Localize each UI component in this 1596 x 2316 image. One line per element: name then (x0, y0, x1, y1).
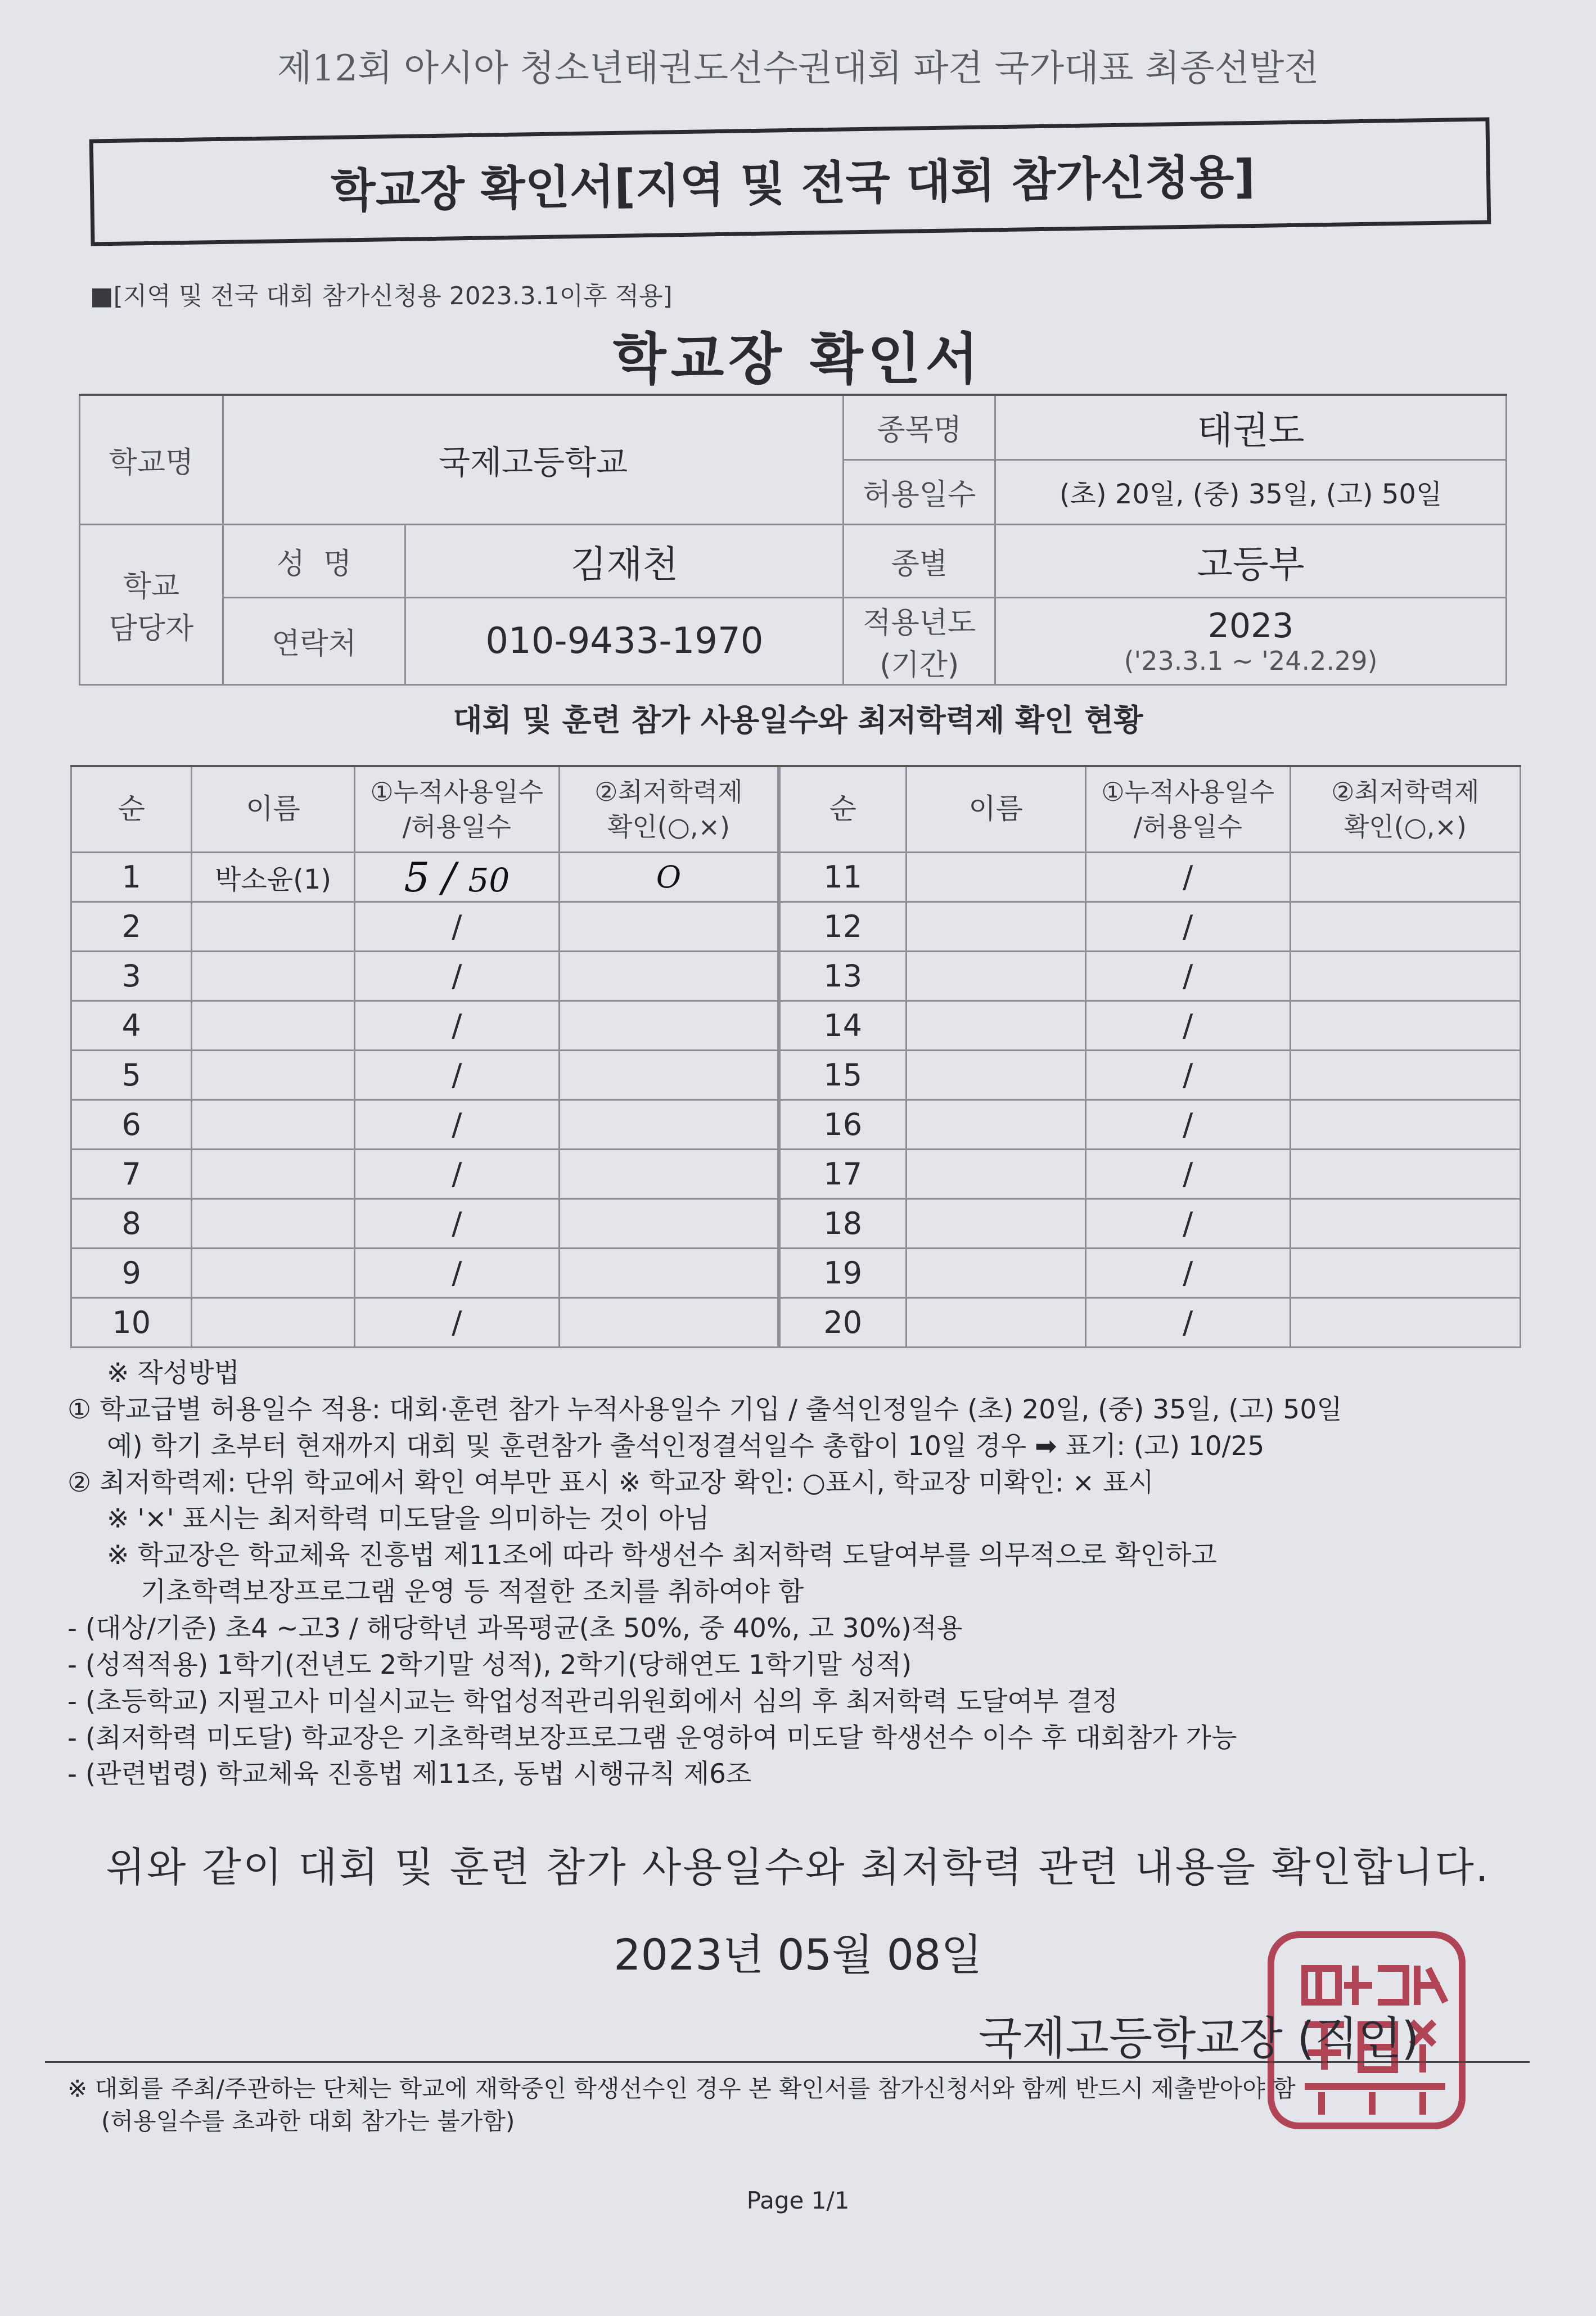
table-row (780, 902, 1521, 952)
banner-title: 학교장 확인서[지역 및 전국 대회 참가신청용] (330, 150, 1256, 218)
header-no: 순 (780, 766, 907, 853)
row-no: 19 (780, 1249, 907, 1298)
row-no: 11 (780, 853, 907, 902)
row-name (192, 902, 354, 952)
instruction-line: ① 학교급별 허용일수 적용: 대회·훈련 참가 누적사용일수 기입 / 출석인정일수 (초) 20일, (중) 35일, (고) 50일 (67, 1394, 1342, 1425)
row-no: 17 (780, 1150, 907, 1199)
row-name (192, 1001, 354, 1051)
row-no: 1 (71, 853, 192, 902)
row-no: 10 (71, 1298, 192, 1348)
row-no: 13 (780, 952, 907, 1001)
row-name: 박소윤(1) (192, 853, 354, 902)
table-row (71, 952, 778, 1001)
table-row (71, 853, 778, 902)
instruction-line: - (관련법령) 학교체육 진흥법 제11조, 동법 시행규칙 제6조 (67, 1759, 752, 1790)
header-no: 순 (71, 766, 192, 853)
header-academic (1290, 766, 1520, 853)
school-label: 학교명 (80, 395, 223, 524)
row-no: 7 (71, 1150, 192, 1199)
divider (45, 2061, 1530, 2063)
table-row (71, 902, 778, 952)
used-days: 5 (404, 853, 430, 901)
header-name: 이름 (906, 766, 1085, 853)
row-days (354, 853, 559, 902)
row-check (559, 1150, 778, 1199)
row-days: / (354, 1051, 559, 1100)
row-name (906, 1249, 1085, 1298)
row-days: / (354, 952, 559, 1001)
table-row (780, 952, 1521, 1001)
header-academic-line1: ②최저학력제 (1331, 776, 1480, 807)
row-no: 9 (71, 1249, 192, 1298)
table-row (780, 1100, 1521, 1150)
header-academic (559, 766, 778, 853)
header-academic-line2: 확인(○,×) (1343, 812, 1467, 842)
year-label-line1: 적용년도 (863, 606, 976, 640)
row-name (906, 853, 1085, 902)
table-row (71, 1001, 778, 1051)
row-name (906, 902, 1085, 952)
row-days: / (354, 1100, 559, 1150)
row-name (906, 1199, 1085, 1249)
name-label: 성 명 (223, 524, 405, 597)
row-days: / (1085, 1199, 1290, 1249)
row-no: 3 (71, 952, 192, 1001)
table-row (71, 1249, 778, 1298)
instruction-line: - (최저학력 미도달) 학교장은 기초학력보장프로그램 운영하여 미도달 학생선수 이수 후 대회참가 가능 (67, 1722, 1237, 1754)
table-row (71, 1199, 778, 1249)
page-number: Page 1/1 (746, 2187, 850, 2214)
table-row (71, 1051, 778, 1100)
confirmation-statement: 위와 같이 대회 및 훈련 참가 사용일수와 최저학력 관련 내용을 확인합니다. (106, 1844, 1490, 1891)
year-label-line2: (기간) (880, 648, 959, 682)
row-check (1290, 952, 1520, 1001)
row-days: / (354, 1249, 559, 1298)
row-check (559, 952, 778, 1001)
row-check (559, 902, 778, 952)
table-row (780, 1298, 1521, 1348)
header-days-line2: /허용일수 (1133, 812, 1242, 842)
table-row (71, 1150, 778, 1199)
principal-signature: 국제고등학교장 (직인) (979, 2012, 1419, 2065)
row-no: 4 (71, 1001, 192, 1051)
allowed-days-value: (초) 20일, (중) 35일, (고) 50일 (995, 459, 1507, 524)
row-check (559, 1298, 778, 1348)
row-days: / (1085, 1298, 1290, 1348)
header-days-line2: /허용일수 (402, 812, 511, 842)
row-check (1290, 1100, 1520, 1150)
instruction-line: ※ '×' 표시는 최저학력 미도달을 의미하는 것이 아님 (107, 1503, 710, 1535)
writing-instructions (67, 1355, 1530, 1793)
sport-value: 태권도 (995, 395, 1507, 459)
row-name (192, 1100, 354, 1150)
row-days: / (1085, 1001, 1290, 1051)
table-row (71, 1100, 778, 1150)
school-info-table (79, 394, 1507, 686)
status-table-left (70, 765, 779, 1348)
row-check (559, 1001, 778, 1051)
row-days: / (1085, 1150, 1290, 1199)
manager-label-line2: 담당자 (109, 611, 194, 646)
row-check: O (559, 853, 778, 902)
row-check (1290, 1249, 1520, 1298)
issue-date: 2023년 05월 08일 (614, 1930, 982, 1980)
slash: / (442, 853, 456, 901)
instruction-line: - (대상/기준) 초4 ~고3 / 해당학년 과목평균(초 50%, 중 40%, 고 30%)적용 (67, 1613, 963, 1644)
row-check (1290, 1001, 1520, 1051)
row-check (1290, 1051, 1520, 1100)
row-name (906, 1298, 1085, 1348)
instruction-line: ※ 학교장은 학교체육 진흥법 제11조에 따라 학생선수 최저학력 도달여부를 의무적으로 확인하고 (107, 1540, 1217, 1571)
instruction-line: 기초학력보장프로그램 운영 등 적절한 조치를 취하여야 함 (141, 1576, 804, 1608)
contact-value: 010-9433-1970 (405, 597, 844, 684)
table-row (780, 1051, 1521, 1100)
row-check (559, 1199, 778, 1249)
instructions-heading: ※ 작성방법 (107, 1358, 240, 1389)
allowed-days: 50 (468, 860, 510, 899)
row-days: / (1085, 902, 1290, 952)
document-title: 학교장 확인서 (612, 327, 984, 391)
row-check (559, 1100, 778, 1150)
period-value: ('23.3.1 ~ '24.2.29) (1124, 645, 1378, 676)
applicability-notice: ■[지역 및 전국 대회 참가신청용 2023.3.1이후 적용] (90, 282, 673, 310)
row-name (192, 1249, 354, 1298)
table-row (780, 1001, 1521, 1051)
row-name (906, 1001, 1085, 1051)
header-days (1085, 766, 1290, 853)
year-cell (995, 597, 1507, 684)
row-no: 8 (71, 1199, 192, 1249)
row-name (192, 1051, 354, 1100)
year-value: 2023 (1207, 606, 1294, 646)
row-days: / (1085, 1100, 1290, 1150)
manager-label-line1: 학교 (123, 569, 180, 603)
instruction-line: - (성적적용) 1학기(전년도 2학기말 성적), 2학기(당해연도 1학기말 성적) (67, 1649, 912, 1680)
division-label: 종별 (844, 524, 995, 597)
row-check (559, 1249, 778, 1298)
instruction-line: 예) 학기 초부터 현재까지 대회 및 훈련참가 출석인정결석일수 총합이 10일 경우 ➡ 표기: (고) 10/25 (107, 1430, 1265, 1462)
row-check (1290, 1199, 1520, 1249)
contact-label: 연락처 (223, 597, 405, 684)
instruction-line: ② 최저학력제: 단위 학교에서 확인 여부만 표시 ※ 학교장 확인: ○표시, 학교장 미확인: × 표시 (67, 1467, 1154, 1498)
row-days: / (354, 1199, 559, 1249)
row-name (906, 1150, 1085, 1199)
header-days-line1: ①누적사용일수 (370, 776, 544, 807)
table-row (780, 1150, 1521, 1199)
row-check (1290, 1150, 1520, 1199)
row-name (192, 1298, 354, 1348)
row-no: 14 (780, 1001, 907, 1051)
row-days: / (354, 902, 559, 952)
competition-title: 제12회 아시아 청소년태권도선수권대회 파견 국가대표 최종선발전 (277, 48, 1319, 89)
row-name (192, 1150, 354, 1199)
table-row (780, 1249, 1521, 1298)
row-check (1290, 902, 1520, 952)
footnote (67, 2072, 1558, 2138)
row-check (1290, 853, 1520, 902)
row-name (192, 1199, 354, 1249)
year-label (844, 597, 995, 684)
row-days: / (354, 1001, 559, 1051)
header-name: 이름 (192, 766, 354, 853)
row-name (906, 1100, 1085, 1150)
row-no: 5 (71, 1051, 192, 1100)
row-name (192, 952, 354, 1001)
header-academic-line2: 확인(○,×) (607, 812, 731, 842)
division-value: 고등부 (995, 524, 1507, 597)
row-days: / (1085, 853, 1290, 902)
row-days: / (354, 1298, 559, 1348)
row-check (1290, 1298, 1520, 1348)
school-name: 국제고등학교 (223, 395, 844, 524)
row-days: / (1085, 1249, 1290, 1298)
table-row (71, 1298, 778, 1348)
row-name (906, 1051, 1085, 1100)
row-name (906, 952, 1085, 1001)
footnote-line2: (허용일수를 초과한 대회 참가는 불가함) (101, 2107, 515, 2135)
row-days: / (1085, 952, 1290, 1001)
row-days: / (1085, 1051, 1290, 1100)
manager-name: 김재천 (405, 524, 844, 597)
row-days: / (354, 1150, 559, 1199)
row-no: 2 (71, 902, 192, 952)
row-no: 15 (780, 1051, 907, 1100)
header-days-line1: ①누적사용일수 (1101, 776, 1275, 807)
manager-label (80, 524, 223, 684)
header-academic-line1: ②최저학력제 (594, 776, 743, 807)
row-no: 12 (780, 902, 907, 952)
row-no: 20 (780, 1298, 907, 1348)
status-table-right (779, 765, 1521, 1348)
row-no: 18 (780, 1199, 907, 1249)
table-row (780, 853, 1521, 902)
row-check (559, 1051, 778, 1100)
header-days (354, 766, 559, 853)
allowed-days-label: 허용일수 (844, 459, 995, 524)
table-row (780, 1199, 1521, 1249)
footnote-line1: ※ 대회를 주최/주관하는 단체는 학교에 재학중인 학생선수인 경우 본 확인서를 참가신청서와 함께 반드시 제출받아야 함 (67, 2075, 1296, 2102)
sport-label: 종목명 (844, 395, 995, 459)
status-section-title: 대회 및 훈련 참가 사용일수와 최저학력제 확인 현황 (453, 702, 1143, 738)
row-no: 6 (71, 1100, 192, 1150)
instruction-line: - (초등학교) 지필고사 미실시교는 학업성적관리위원회에서 심의 후 최저학력 도달여부 결정 (67, 1686, 1118, 1717)
row-no: 16 (780, 1100, 907, 1150)
